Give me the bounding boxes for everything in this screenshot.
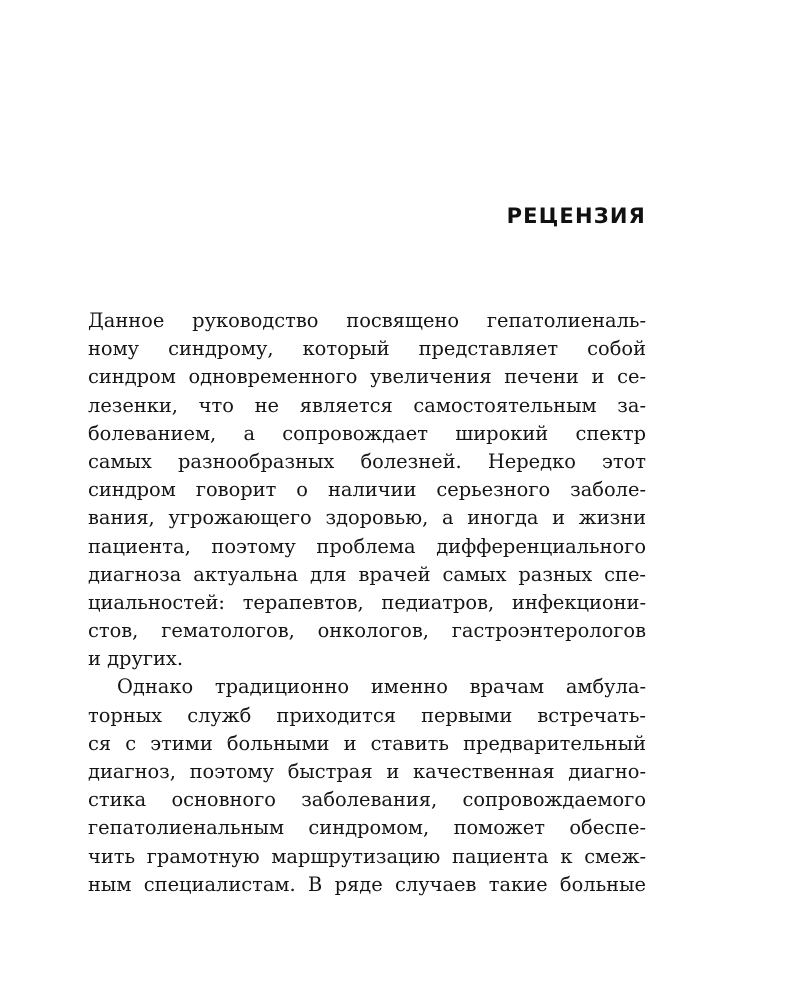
text-line: и других. bbox=[88, 647, 184, 671]
text-line: ному синдрому, который представляет собой bbox=[88, 337, 646, 361]
text-line: Однако традиционно именно врачам амбула- bbox=[117, 675, 646, 699]
text-line: болеванием, а сопровождает широкий спектр bbox=[88, 421, 646, 445]
text-line: гепатолиенальным синдромом, поможет обеспе- bbox=[88, 816, 646, 840]
text-line: самых разнообразных болезней. Нередко этот bbox=[88, 449, 646, 473]
text-line: Данное руководство посвящено гепатолиеналь- bbox=[88, 309, 646, 332]
text-line: стов, гематологов, онкологов, гастроэнтерологов bbox=[88, 619, 646, 643]
body-text bbox=[88, 307, 646, 899]
text-line: вания, угрожающего здоровью, а иногда и жизни bbox=[88, 506, 646, 530]
text-line: синдром одновременного увеличения печени и се- bbox=[88, 365, 646, 389]
text-line: торных служб приходится первыми встречать- bbox=[88, 703, 646, 727]
text-line: циальностей: терапевтов, педиатров, инфекциони- bbox=[88, 590, 646, 614]
page-heading: РЕЦЕНЗИЯ bbox=[506, 204, 646, 228]
text-line: ным специалистам. В ряде случаев такие больные bbox=[88, 872, 646, 896]
text-line: чить грамотную маршрутизацию пациента к смеж- bbox=[88, 844, 646, 868]
text-line: синдром говорит о наличии серьезного заболе- bbox=[88, 478, 646, 502]
paragraph-2 bbox=[88, 673, 646, 899]
text-line: стика основного заболевания, сопровождаемого bbox=[88, 788, 646, 812]
text-line: диагноз, поэтому быстрая и качественная диагно- bbox=[88, 760, 646, 783]
text-line: пациента, поэтому проблема дифференциального bbox=[88, 534, 646, 558]
text-line: диагноза актуальна для врачей самых разных спе- bbox=[88, 562, 646, 586]
text-line: лезенки, что не является самостоятельным за- bbox=[88, 393, 646, 417]
paragraph-1 bbox=[88, 307, 646, 673]
text-line: ся с этими больными и ставить предварительный bbox=[88, 731, 646, 755]
